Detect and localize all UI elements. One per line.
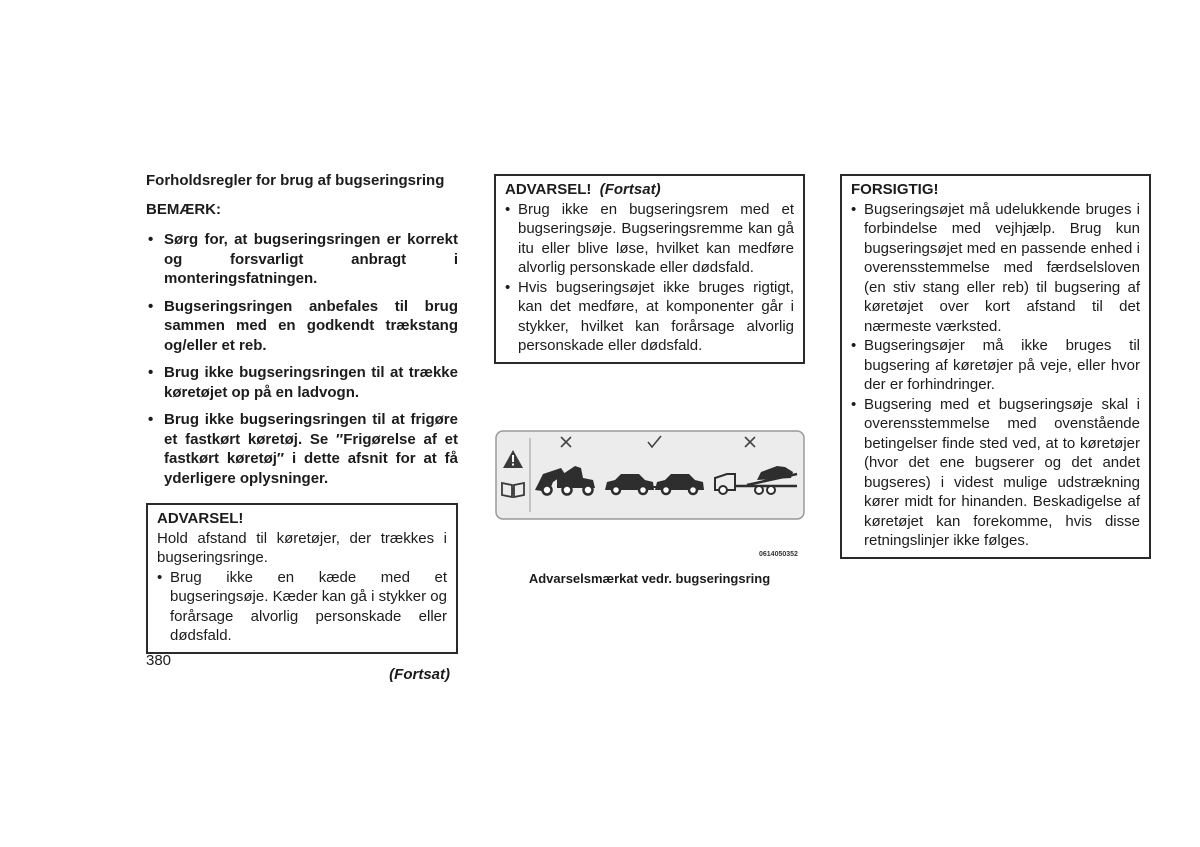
warning-item: • Hvis bugseringsøjet ikke bruges rigtigt, kan det medføre, at komponenter går i stykker, hvilket kan forårsage alvorlig personskade eller dødsfald. [505, 278, 794, 356]
caution-box [840, 174, 1151, 559]
left-column [146, 171, 458, 683]
middle-column [494, 174, 805, 364]
warning-item: • Brug ikke en bugseringsrem med et bugseringsøje. Bugseringsremme kan gå itu eller blive løse, hvilket kan medføre alvorlig personskade eller dødsfald. [505, 200, 794, 278]
page-number: 380 [146, 652, 172, 669]
warning-text: Hold afstand til køretøjer, der trækkes i bugseringsringe. [157, 529, 447, 566]
caution-title: FORSIGTIG! [851, 181, 939, 198]
warning-title [505, 180, 794, 200]
towing-warning-label-figure [495, 430, 805, 520]
warning-title-text: ADVARSEL! [505, 181, 592, 198]
section-heading: Forholdsregler for brug af bugseringsring [146, 172, 445, 189]
note-list [146, 230, 458, 488]
warning-list [505, 200, 794, 356]
note-item: • Sørg for, at bugseringsringen er korrekt og forsvarligt anbragt i monteringsfatningen. [146, 230, 458, 289]
note-item: • Brug ikke bugseringsringen til at trække køretøjet op på en ladvogn. [146, 363, 458, 402]
note-item: • Brug ikke bugseringsringen til at frigøre et fastkørt køretøj. Se ″Frigørelse af et fastkørt køretøj″ i dette afsnit for at få yderligere oplysninger. [146, 410, 458, 488]
warning-box-continued [494, 174, 805, 364]
figure-code: 0614050352 [759, 551, 798, 558]
caution-item: • Bugseringsøjet må udelukkende bruges i forbindelse med vejhjælp. Brug kun bugseringsøjet med en passende enhed i overensstemmelse med færdselsloven (en stiv stang eller reb) til bugsering af køretøjet over kort afstand til det nærmeste værksted. [851, 200, 1140, 337]
warning-box [146, 503, 458, 654]
note-item: • Bugseringsringen anbefales til brug sammen med en godkendt trækstang og/eller et reb. [146, 297, 458, 356]
warning-list [157, 568, 447, 646]
svg-text:i: i [511, 487, 515, 496]
figure-caption: Advarselsmærkat vedr. bugseringsring [528, 571, 771, 586]
warning-item: • Brug ikke en kæde med et bugseringsøje. Kæder kan gå i stykker og forårsage alvorlig personskade eller dødsfald. [157, 568, 447, 646]
warning-title: ADVARSEL! [157, 510, 244, 527]
continued-label: (Fortsat) [389, 665, 450, 683]
caution-list [851, 200, 1140, 551]
caution-item: • Bugseringsøjer må ikke bruges til bugsering af køretøjer på veje, eller hvor der er forhindringer. [851, 336, 1140, 395]
warning-title-suffix: (Fortsat) [599, 181, 661, 198]
caution-item: • Bugsering med et bugseringsøje skal i overensstemmelse med ovenstående betingelser finde sted ved, at to køretøjer (hvor det ene bugserer og det andet bugseres) i videst mulige udstrækning kører midt for hinanden. Beskadigelse af køretøjet kan forekomme, hvis disse retningslinjer ikke følges. [851, 395, 1140, 551]
right-column [840, 174, 1151, 559]
note-label: BEMÆRK: [146, 201, 221, 218]
